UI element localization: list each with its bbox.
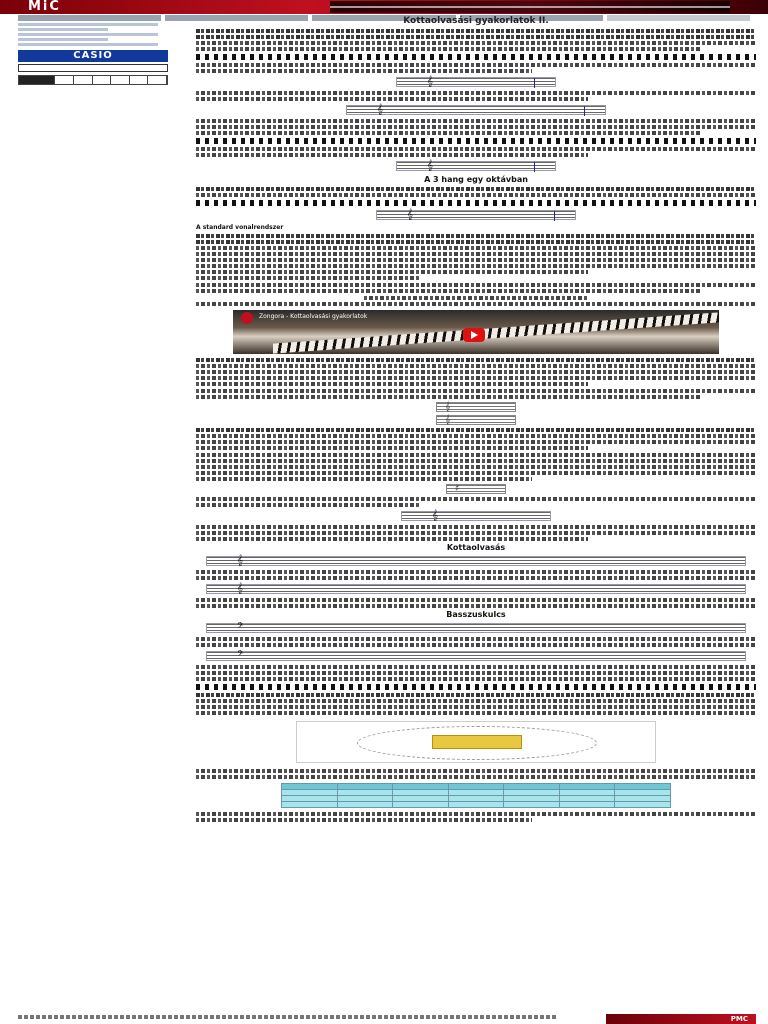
music-staff: 𝄞 [346, 105, 606, 115]
paragraph [196, 665, 756, 681]
footer-logo[interactable]: PMC [606, 1014, 756, 1024]
music-staff: 𝄢 [206, 623, 746, 633]
paragraph [196, 525, 756, 541]
sidebar-link[interactable] [18, 23, 158, 26]
music-staff: 𝄞 [376, 210, 576, 220]
site-footer [0, 1012, 768, 1024]
paragraph [196, 637, 756, 647]
sidebar-link[interactable] [18, 28, 108, 31]
paragraph [196, 234, 756, 280]
music-staff: 𝄞 [206, 584, 746, 594]
site-logo[interactable]: MiC [28, 0, 61, 14]
copyright-text [18, 1015, 558, 1019]
paragraph [196, 119, 756, 135]
page-title: Kottaolvasási gyakorlatok II. [403, 16, 549, 26]
paragraph [196, 283, 756, 293]
video-title[interactable]: Zongora - Kottaolvasási gyakorlatok [259, 313, 368, 320]
header-banner [330, 1, 730, 13]
paragraph [196, 693, 756, 715]
subheading: A standard vonalrendszer [196, 224, 284, 231]
paragraph [196, 598, 756, 608]
section-title: Kottaolvasás [446, 543, 506, 552]
paragraph [196, 570, 756, 580]
keyboard-strip [196, 200, 756, 206]
video-player[interactable] [233, 310, 719, 354]
paragraph [196, 389, 756, 399]
keyboard-strip [196, 54, 756, 60]
paragraph [196, 147, 756, 157]
casio-ad[interactable]: CASIO [18, 50, 168, 62]
paragraph [196, 187, 756, 197]
sidebar [18, 23, 178, 85]
music-staff: 𝄞 [436, 402, 516, 412]
music-staff: 𝄞 [401, 511, 551, 521]
casio-ad-sub[interactable] [18, 64, 168, 72]
nav-item-1[interactable] [18, 15, 161, 21]
music-staff: ♯ [446, 484, 506, 494]
sidebar-link[interactable] [18, 33, 158, 36]
paragraph [196, 296, 756, 306]
section-title: Basszuskulcs [446, 610, 506, 619]
paragraph [196, 63, 756, 73]
paragraph [196, 358, 756, 386]
paragraph [196, 812, 756, 822]
section-title: A 3 hang egy oktávban [424, 175, 528, 184]
music-staff: 𝄞 [396, 77, 556, 87]
paragraph [196, 29, 756, 51]
paragraph [196, 91, 756, 101]
play-icon[interactable] [463, 328, 485, 342]
sidebar-link[interactable] [18, 43, 158, 46]
circle-of-fifths-diagram [296, 721, 656, 763]
music-staff: 𝄞 [206, 556, 746, 566]
paragraph [196, 453, 756, 481]
sidebar-link[interactable] [18, 38, 108, 41]
keyboard-strip [196, 684, 756, 690]
article [196, 16, 756, 824]
keyboard-strip [196, 138, 756, 144]
key-table [281, 783, 671, 808]
paragraph [196, 769, 756, 779]
music-staff: 𝄢 [206, 651, 746, 661]
paragraph [196, 497, 756, 507]
site-header [0, 0, 768, 14]
paragraph [196, 428, 756, 450]
piano-thumbnail[interactable] [18, 75, 168, 85]
music-staff: 𝄞 [436, 415, 516, 425]
music-staff: 𝄞 [396, 161, 556, 171]
channel-icon [241, 312, 253, 324]
